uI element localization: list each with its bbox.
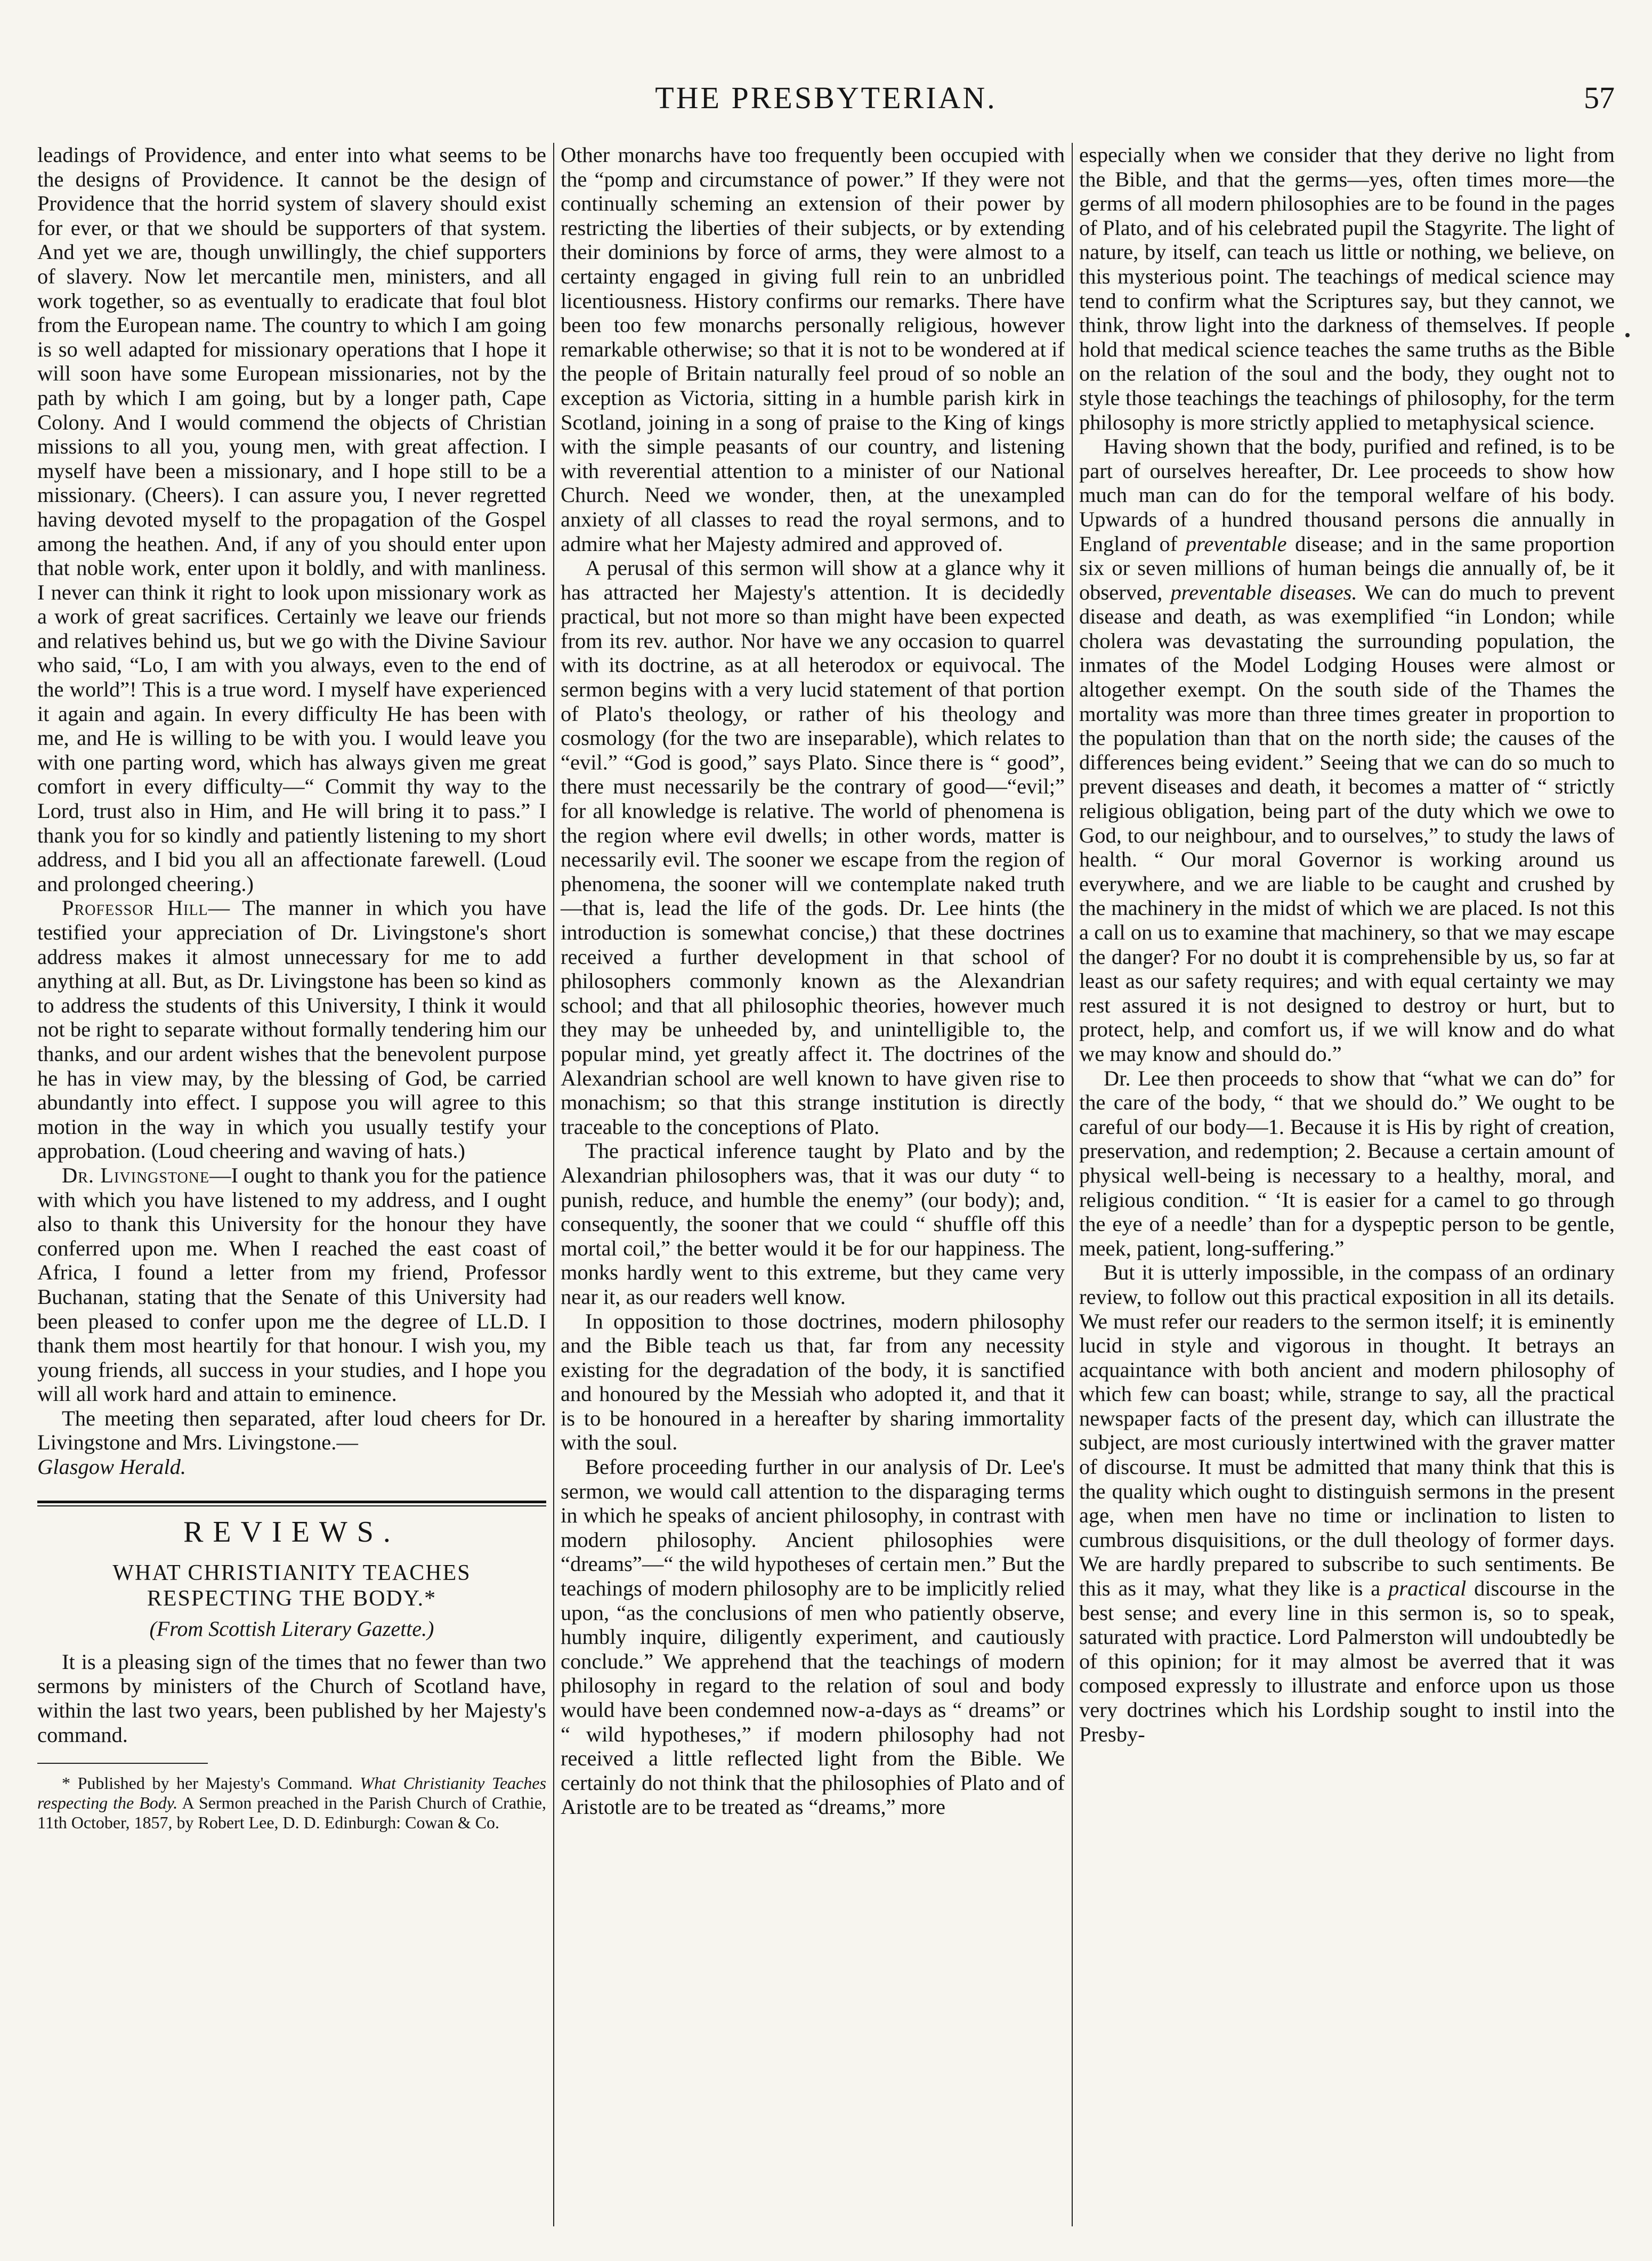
- column-rule-right: [1072, 143, 1073, 2226]
- footnote: [37, 1773, 546, 1833]
- paragraph: Dr. Lee then proceeds to show that “what we can do” for the care of the body, “ that we should do.” We ought to be careful of our body—1. Because it is His by right of creation, preservation, and redemption; 2. Because a certain amount of physical well-being is necessary to a healthy, moral, and religious condition. “ ‘It is easier for a camel to go through the eye of a needle’ than for a dyspeptic person to be gentle, meek, patient, long-suffering.”: [1079, 1066, 1615, 1260]
- column-3: [1079, 143, 1615, 1746]
- speaker-name: Dr. Livingstone: [62, 1163, 210, 1187]
- paragraph: especially when we consider that they derive no light from the Bible, and that the germs—yes, often times more—the germs of all modern philosophies are to be found in the pages of Plato, and of his celebrated pupil the Stagyrite. The light of nature, by itself, can teach us little or nothing, we believe, on this mysterious point. The teachings of medical science may tend to confirm what the Scriptures say, but they cannot, we think, throw light into the darkness of themselves. If people hold that medical science teaches the same truths as the Bible on the relation of the soul and the body, they ought not to style those teachings the teachings of philosophy, for the term philosophy is more strictly applied to metaphysical science.: [1079, 143, 1615, 434]
- emphasis: preventable diseases.: [1170, 580, 1357, 604]
- footnote-text: * Published by her Majesty's Command.: [62, 1773, 353, 1793]
- paragraph: leadings of Providence, and enter into what seems to be the designs of Providence. It cannot be the design of Providence that the horrid system of slavery should exist for ever, or that we should be supporters of that system. And yet we are, though unwillingly, the chief supporters of slavery. Now let mercantile men, ministers, and all work together, so as eventually to eradicate that foul blot from the European name. The country to which I am going is so well adapted for missionary operations that I hope it will soon have some European missionaries, not by the path by which I am going, but by a longer path, Cape Colony. And I would commend the objects of Christian missions to all you, young men, with great affection. I myself have been a missionary, and I hope still to be a missionary. (Cheers). I can assure you, I never regretted having devoted myself to the propagation of the Gospel among the heathen. And, if any of you should enter upon that noble work, enter upon it boldly, and with manliness. I never can think it right to look upon missionary work as a work of great sacrifices. Certainly we leave our friends and relatives behind us, but we go with the Divine Saviour who said, “Lo, I am with you always, even to the end of the world”! This is a true word. I myself have experienced it again and again. In every difficulty He has been with me, and He is willing to be with you. I would leave you with one parting word, which has always given me great comfort in every difficulty—“ Commit thy way to the Lord, trust also in Him, and He will bring it to pass.” I thank you for so kindly and patiently listening to my short address, and I bid you all an affectionate farewell. (Loud and prolonged cheering.): [37, 143, 546, 896]
- paragraph: Other monarchs have too frequently been occupied with the “pomp and circumstance of power.” If they were not continually scheming an extension of their power by restricting the liberties of their subjects, or by extending their dominions by force of arms, they were almost to a certainty engaged in giving full rein to an unbridled licentiousness. History confirms our remarks. There have been too few monarchs personally religious, however remarkable otherwise; so that it is not to be wondered at if the people of Britain naturally feel proud of so noble an exception as Victoria, sitting in a humble parish kirk in Scotland, joining in a song of praise to the King of kings with the simple peasants of our country, and listening with reverential attention to a minister of our National Church. Need we wonder, then, at the unexampled anxiety of all classes to read the royal sermons, and to admire what her Majesty admired and approved of.: [561, 143, 1065, 556]
- column-2: [561, 143, 1065, 1819]
- paragraph: In opposition to those doctrines, modern philosophy and the Bible teach us that, far from any necessity existing for the degradation of the body, it is sanctified and honoured by the Messiah who adopted it, and that it is to be honoured in a hereafter by sharing immortality with the soul.: [561, 1309, 1065, 1455]
- review-title: WHAT CHRISTIANITY TEACHES: [112, 1561, 471, 1586]
- paragraph-text: disease; and in the same proportion six or seven millions of human beings die annually of, be it observed,: [1079, 531, 1615, 604]
- column-rule-left: [553, 143, 554, 2226]
- paragraph-text: Having shown that the body, purified and refined, is to be part of ourselves hereafter, Dr. Lee proceeds to show how much man can do for the temporal welfare of his body. Upwards of a hundred thousand persons die annually in England of: [1079, 434, 1615, 556]
- source-citation: Glasgow Herald.: [37, 1455, 187, 1479]
- page-number: 57: [1584, 80, 1615, 115]
- running-header: [37, 80, 1615, 117]
- emphasis: preventable: [1185, 531, 1287, 556]
- emphasis: practical: [1388, 1576, 1467, 1601]
- paragraph: [1079, 434, 1615, 1066]
- review-title: RESPECTING THE BODY.*: [147, 1586, 437, 1611]
- paragraph: It is a pleasing sign of the times that no fewer than two sermons by ministers of the Church of Scotland have, within the last two years, been published by her Majesty's command.: [37, 1649, 546, 1747]
- paragraph-text: The meeting then separated, after loud cheers for Dr. Livingstone and Mrs. Livingstone.—: [37, 1406, 546, 1455]
- footnote-rule: [37, 1763, 208, 1764]
- paragraph: [1079, 1260, 1615, 1746]
- section-heading: REVIEWS.: [183, 1515, 400, 1549]
- review-source: (From Scottish Literary Gazette.): [149, 1617, 434, 1641]
- paragraph: The practical inference taught by Plato and by the Alexandrian philosophers was, that it was our duty “ to punish, reduce, and humble the enemy” (our body); and, consequently, the sooner that we could “ shuffle off this mortal coil,” the better would it be for our happiness. The monks hardly went to this extreme, but they came very near it, as our readers well know.: [561, 1139, 1065, 1309]
- paragraph-text: discourse in the best sense; and every line in this sermon is, so to speak, saturated with practice. Lord Palmerston will undoubtedly be of this opinion; for it may almost be averred that it was composed expressly to illustrate and enforce upon us those very doctrines which his Lordship sought to instil into the Presby-: [1079, 1576, 1615, 1746]
- paragraph: A perusal of this sermon will show at a glance why it has attracted her Majesty's attention. It is decidedly practical, but not more so than might have been expected from its rev. author. Nor have we any occasion to quarrel with its doctrine, as at all heterodox or equivocal. The sermon begins with a very lucid statement of that portion of Plato's theology, or rather of his theology and cosmology (for the two are inseparable), which relates to “evil.” “God is good,” says Plato. Since there is “ good”, there must necessarily be the contrary of good—“evil;” for all knowledge is relative. The world of phenomena is the region where evil dwells; in other words, matter is necessarily evil. The sooner we escape from the region of phenomena, the sooner will we contemplate naked truth—that is, lead the life of the gods. Dr. Lee hints (the introduction is somewhat concise,) that these doctrines received a further development in that school of philosophers commonly known as the Alexandrian school; and that all philosophic theories, however much they may be unheeded by, and unintelligible to, the popular mind, yet greatly affect it. The doctrines of the Alexandrian school are well known to have given rise to monachism; so that this strange institution is directly traceable to the conceptions of Plato.: [561, 556, 1065, 1139]
- paragraph: [37, 896, 546, 1163]
- column-1: [37, 143, 546, 1833]
- paragraph-text: —I ought to thank you for the patience with which you have listened to my address, and I ought also to thank this University for the honour they have conferred upon me. When I reached the east coast of Africa, I found a letter from my friend, Professor Buchanan, stating that the Senate of this University had been pleased to confer upon me the degree of LL.D. I thank them most heartily for that honour. I wish you, my young friends, all success in your studies, and I hope you will all work hard and attain to eminence.: [37, 1163, 546, 1406]
- footnote-text: A Sermon preached in the Parish Church of Crathie, 11th October, 1857, by Robert Lee, D. D. Edinburgh: Cowan & Co.: [37, 1793, 547, 1833]
- journal-title: THE PRESBYTERIAN.: [655, 80, 997, 115]
- footnote-title: What Christianity Teaches respecting the Body.: [37, 1773, 547, 1813]
- paragraph: [37, 1163, 546, 1406]
- speaker-name: Professor Hill: [62, 896, 208, 920]
- section-divider: [37, 1501, 546, 1503]
- paragraph: [37, 1406, 546, 1479]
- stray-mark: [1625, 333, 1630, 337]
- paragraph: Before proceeding further in our analysis of Dr. Lee's sermon, we would call attention to the disparaging terms in which he speaks of ancient philosophy, in contrast with modern philosophy. Ancient philosophies were “dreams”—“ the wild hypotheses of certain men.” But the teachings of modern philosophy are to be implicitly relied upon, “as the conclusions of men who patiently observe, humbly inquire, diligently experiment, and cautiously conclude.” We apprehend that the teachings of modern philosophy in regard to the relation of soul and body would have been condemned now-a-days as “ dreams” or “ wild hypotheses,” if modern philosophy had not received a little reflected light from the Bible. We certainly do not think that the philosophies of Plato and of Aristotle are to be treated as “dreams,” more: [561, 1455, 1065, 1819]
- paragraph-text: We can do much to prevent disease and death, as was exemplified “in London; while cholera was devastating the surrounding population, the inmates of the Model Lodging Houses were almost or altogether exempt. On the south side of the Thames the mortality was more than three times greater in proportion to the population than that on the north side; the causes of the differences being evident.” Seeing that we can do so much to prevent diseases and death, it becomes a matter of “ strictly religious obligation, being part of the duty which we owe to God, to our neighbour, and to ourselves,” to study the laws of health. “ Our moral Governor is working around us everywhere, and we are liable to be caught and crushed by the machinery in the midst of which we are placed. Is not this a call on us to examine that machinery, so that we may escape the danger? For no doubt it is comprehensible by us, so far at least as our safety requires; and with equal certainty we may rest assured it is not designed to destroy or hurt, but to protect, help, and comfort us, if we will know and do what we may know and should do.”: [1079, 580, 1615, 1066]
- paragraph-text: — The manner in which you have testified your appreciation of Dr. Livingstone's short address makes it almost unnecessary for me to add anything at all. But, as Dr. Livingstone has been so kind as to address the students of this University, I think it would not be right to separate without formally tendering him our thanks, and our ardent wishes that the benevolent purpose he has in view may, by the blessing of God, be carried abundantly into effect. I suppose you will agree to this motion in the way in which you usually testify your approbation. (Loud cheering and waving of hats.): [37, 896, 546, 1163]
- section-divider: [37, 1505, 546, 1506]
- paragraph-text: But it is utterly impossible, in the compass of an ordinary review, to follow out this practical exposition in all its details. We must refer our readers to the sermon itself; it is eminently lucid in style and vigorous in thought. It betrays an acquaintance with both ancient and modern philosophy of which few can boast; while, strange to say, all the practical newspaper facts of the present day, which can illustrate the subject, are most curiously intertwined with the graver matter of discourse. It must be admitted that many think that this is the quality which ought to distinguish sermons in the present age, when men have no time or inclination to listen to cumbrous disquisitions, or the dull theology of former days. We are hardly prepared to subscribe to such sentiments. Be this as it may, what they like is a: [1079, 1260, 1615, 1601]
